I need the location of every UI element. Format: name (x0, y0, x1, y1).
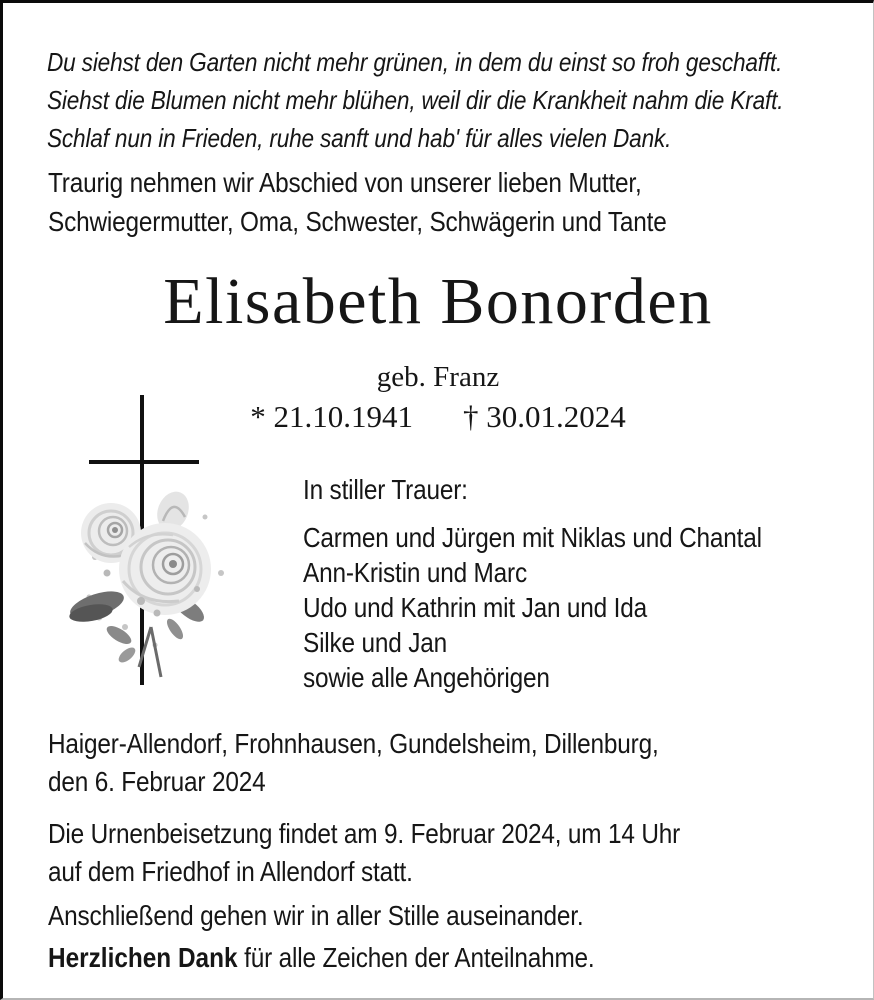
mourners-section (303, 473, 830, 695)
burial-info (48, 815, 680, 891)
intro-line: Schwiegermutter, Oma, Schwester, Schwägerin und Tante (48, 206, 667, 237)
farewell-intro (48, 163, 667, 241)
mourners-heading: In stiller Trauer: (303, 474, 468, 505)
place-date-line: Haiger-Allendorf, Frohnhausen, Gundelsheim, Dillenburg, (48, 728, 659, 759)
thanks-rest: für alle Zeichen der Anteilnahme. (237, 942, 595, 973)
thanks-line (48, 942, 595, 974)
mourner-line: Udo und Kathrin mit Jan und Ida (303, 592, 647, 623)
poem-line: Siehst die Blumen nicht mehr blühen, weil dir die Krankheit nahm die Kraft. (47, 85, 784, 115)
birth-date: * 21.10.1941 (250, 399, 413, 434)
thanks-bold: Herzlichen Dank (48, 942, 238, 973)
death-date: † 30.01.2024 (463, 399, 626, 434)
death-dagger-icon: † (463, 399, 479, 434)
place-date-line: den 6. Februar 2024 (48, 766, 266, 797)
burial-line: Die Urnenbeisetzung findet am 9. Februar 2024, um 14 Uhr (48, 818, 681, 849)
life-dates (3, 399, 873, 435)
rose-bouquet-icon (55, 477, 245, 695)
burial-line: auf dem Friedhof in Allendorf statt. (48, 856, 413, 887)
poem-line: Schlaf nun in Frieden, ruhe sanft und hab' für alles vielen Dank. (47, 123, 672, 153)
memorial-poem (47, 43, 783, 157)
intro-line: Traurig nehmen wir Abschied von unserer lieben Mutter, (48, 167, 642, 198)
mourner-line: Ann-Kristin und Marc (303, 557, 527, 588)
place-date (48, 725, 659, 801)
mourner-line: sowie alle Angehörigen (303, 662, 550, 693)
poem-line: Du siehst den Garten nicht mehr grünen, in dem du einst so froh geschafft. (47, 47, 783, 77)
mourner-line: Silke und Jan (303, 627, 447, 658)
mourner-line: Carmen und Jürgen mit Niklas und Chantal (303, 522, 762, 553)
deceased-name: Elisabeth Bonorden (163, 265, 713, 338)
maiden-name: geb. Franz (376, 361, 500, 393)
mourners-list (303, 520, 762, 695)
memorial-cross-icon (89, 460, 199, 464)
birth-star-icon: * (250, 399, 266, 434)
closing-line: Anschließend gehen wir in aller Stille auseinander. (48, 900, 584, 931)
